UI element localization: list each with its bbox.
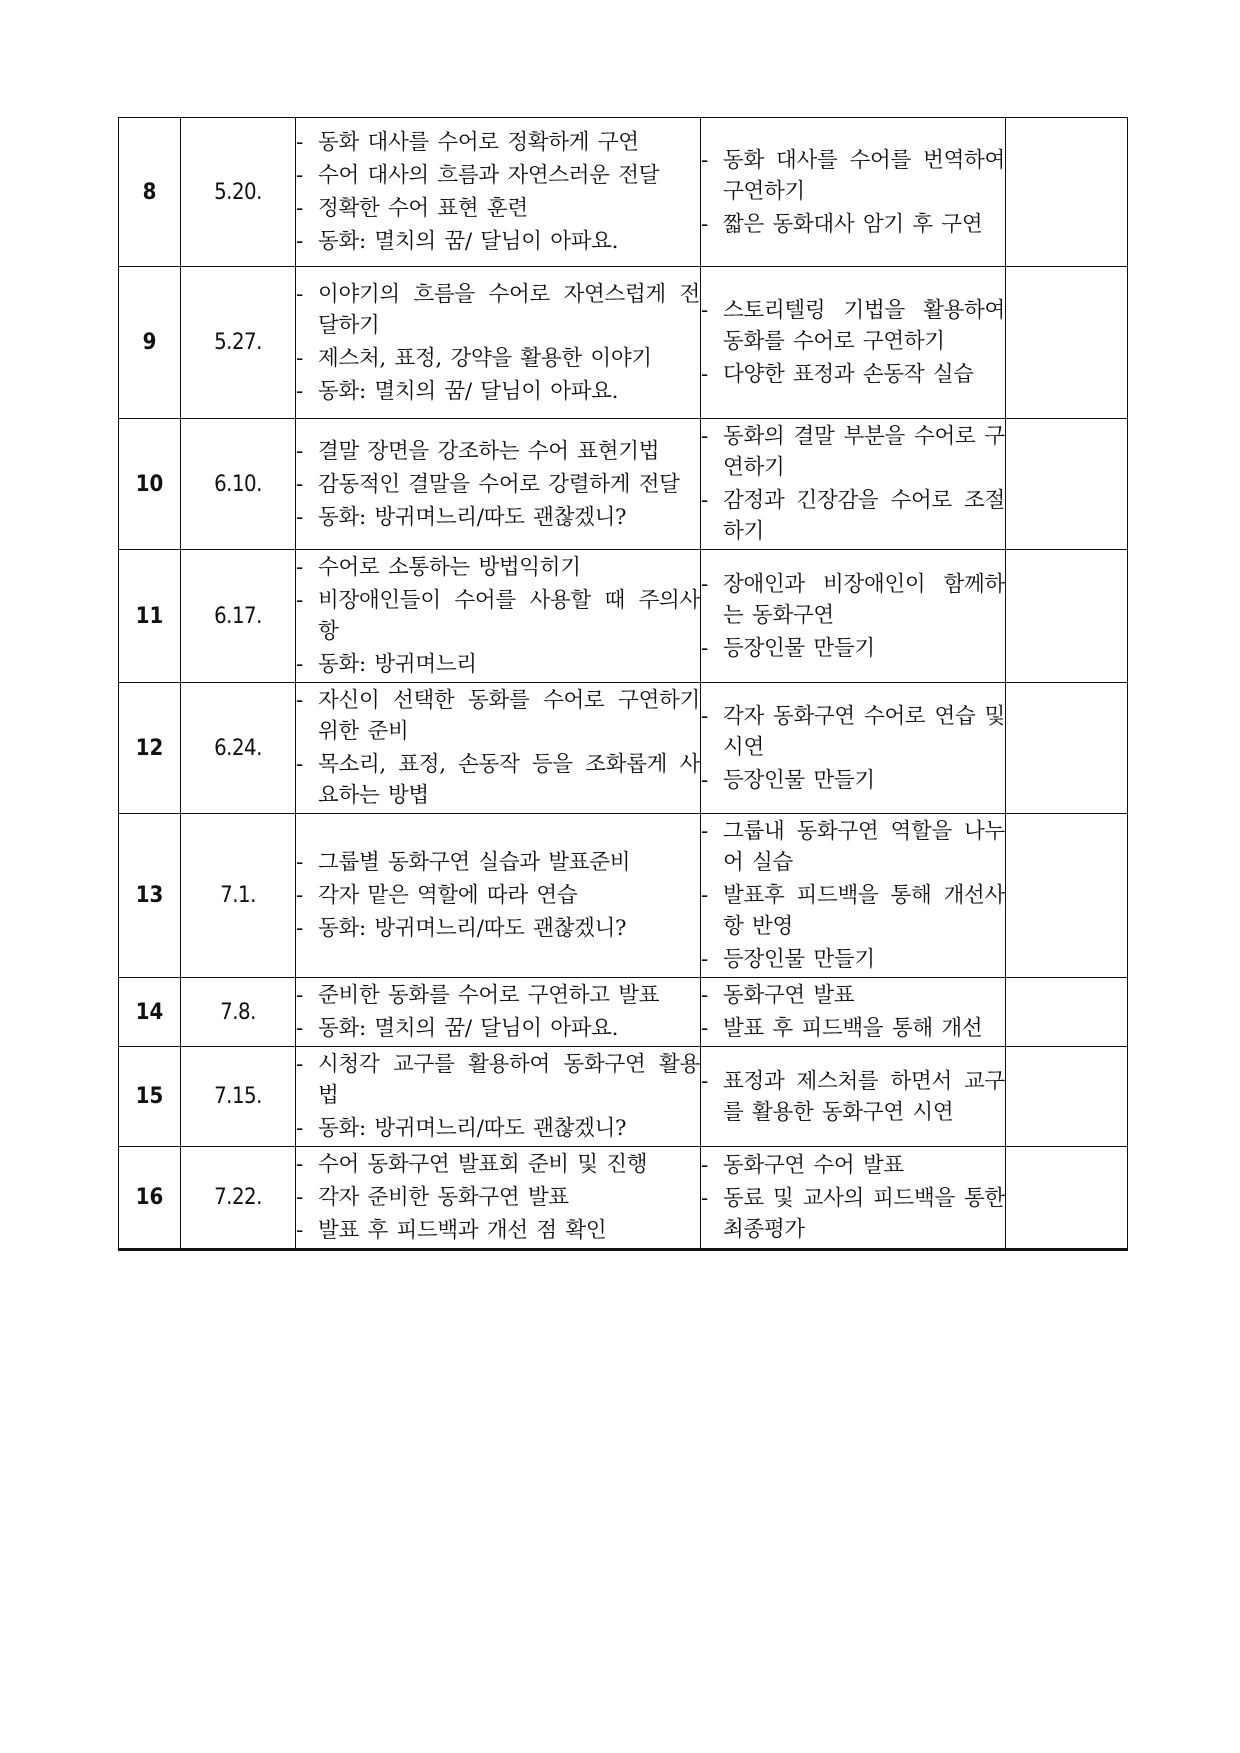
lesson-content	[296, 1047, 701, 1147]
content-item-text: 각자 맡은 역할에 따라 연습	[318, 883, 578, 908]
week-number: 16	[119, 1147, 181, 1250]
activity-item: -스토리텔링 기법을 활용하여 동화를 수어로 구연하기	[701, 298, 1005, 354]
table-row	[119, 978, 1128, 1047]
content-item: -동화: 멸치의 꿈/ 달님이 아파요.	[296, 229, 619, 254]
content-item: -동화: 방귀며느리/따도 괜찮겠니?	[296, 504, 627, 530]
activity	[701, 267, 1006, 419]
table-row	[119, 1147, 1128, 1250]
note-cell	[1006, 267, 1128, 419]
content-item-text: 정확한 수어 표현 훈련	[318, 196, 528, 221]
content-item-text: 그룹별 동화구연 실습과 발표준비	[318, 850, 631, 875]
session-date: 6.24.	[181, 683, 296, 814]
content-item-text: 동화: 방귀며느리	[318, 652, 477, 677]
activity-item-text: 짧은 동화대사 암기 후 구연	[723, 211, 983, 237]
content-item: -각자 맡은 역할에 따라 연습	[296, 883, 578, 908]
activity	[701, 814, 1006, 978]
session-date: 7.1.	[181, 814, 296, 978]
activity-item-text: 동료 및 교사의 피드백을 통한 최종평가	[723, 1186, 1005, 1242]
content-item: -수어 동화구연 발표회 준비 및 진행	[296, 1152, 648, 1177]
content-item: -수어로 소통하는 방법익히기	[296, 555, 581, 580]
content-item: -동화: 방귀며느리/따도 괜찮겠니?	[296, 916, 627, 941]
content-item-text: 감동적인 결말을 수어로 강렬하게 전달	[318, 471, 680, 497]
content-item: -비장애인들이 수어를 사용할 때 주의사항	[296, 588, 700, 644]
content-item-text: 제스처, 표정, 강약을 활용한 이야기	[318, 345, 652, 371]
content-item-text: 수어로 소통하는 방법익히기	[318, 555, 581, 580]
content-item: -자신이 선택한 동화를 수어로 구연하기 위한 준비	[296, 688, 700, 744]
activity-item-text: 각자 동화구연 수어로 연습 및 시연	[723, 703, 1005, 760]
activity-item: -장애인과 비장애인이 함께하는 동화구연	[701, 571, 1005, 628]
lesson-content	[296, 1147, 701, 1250]
content-item: -결말 장면을 강조하는 수어 표현기법	[296, 438, 660, 464]
activity-item-text: 동화구연 발표	[723, 983, 855, 1008]
activity-item-text: 스토리텔링 기법을 활용하여 동화를 수어로 구연하기	[723, 298, 1005, 354]
activity-item: -등장인물 만들기	[701, 947, 875, 972]
week-number: 13	[119, 814, 181, 978]
content-item-text: 동화: 멸치의 꿈/ 달님이 아파요.	[318, 1016, 619, 1041]
content-item-text: 동화: 멸치의 꿈/ 달님이 아파요.	[318, 378, 619, 404]
activity-item: -동화 대사를 수어를 번역하여 구연하기	[701, 147, 1005, 204]
content-item-text: 이야기의 흐름을 수어로 자연스럽게 전달하기	[318, 281, 700, 338]
note-cell	[1006, 419, 1128, 550]
content-item: -정확한 수어 표현 훈련	[296, 196, 528, 221]
note-cell	[1006, 118, 1128, 267]
content-item-text: 동화: 멸치의 꿈/ 달님이 아파요.	[318, 229, 619, 254]
activity-item: -각자 동화구연 수어로 연습 및 시연	[701, 703, 1005, 760]
activity	[701, 1047, 1006, 1147]
activity-item: -등장인물 만들기	[701, 767, 875, 793]
content-item: -수어 대사의 흐름과 자연스러운 전달	[296, 163, 660, 188]
content-item: -각자 준비한 동화구연 발표	[296, 1185, 569, 1210]
content-item: -감동적인 결말을 수어로 강렬하게 전달	[296, 471, 680, 497]
table-row	[119, 118, 1128, 267]
activity-item-text: 등장인물 만들기	[723, 767, 875, 793]
session-date: 6.10.	[181, 419, 296, 550]
content-item: -목소리, 표정, 손동작 등을 조화롭게 사요하는 방볍	[296, 752, 700, 808]
activity	[701, 683, 1006, 814]
activity	[701, 419, 1006, 550]
lesson-content	[296, 267, 701, 419]
schedule-table	[118, 117, 1128, 1251]
content-item: -제스처, 표정, 강약을 활용한 이야기	[296, 345, 652, 371]
schedule-table-body	[119, 118, 1128, 1250]
content-item-text: 동화: 방귀며느리/따도 괜찮겠니?	[318, 916, 627, 941]
activity	[701, 118, 1006, 267]
session-date: 7.8.	[181, 978, 296, 1047]
activity	[701, 978, 1006, 1047]
content-item: -그룹별 동화구연 실습과 발표준비	[296, 850, 631, 875]
note-cell	[1006, 683, 1128, 814]
week-number: 8	[119, 118, 181, 267]
week-number: 14	[119, 978, 181, 1047]
activity-item-text: 그룹내 동화구연 역할을 나누어 실습	[723, 819, 1005, 875]
week-number: 10	[119, 419, 181, 550]
content-item: -이야기의 흐름을 수어로 자연스럽게 전달하기	[296, 281, 700, 338]
activity-item-text: 동화구연 수어 발표	[723, 1153, 904, 1178]
table-row	[119, 267, 1128, 419]
activity-item: -발표후 피드백을 통해 개선사항 반영	[701, 883, 1005, 939]
activity-item-text: 장애인과 비장애인이 함께하는 동화구연	[723, 571, 1005, 628]
activity	[701, 550, 1006, 683]
note-cell	[1006, 1047, 1128, 1147]
content-item: -동화 대사를 수어로 정확하게 구연	[296, 130, 639, 155]
activity-item: -짧은 동화대사 암기 후 구연	[701, 211, 983, 237]
content-item-text: 동화 대사를 수어로 정확하게 구연	[318, 130, 639, 155]
content-item: -발표 후 피드백과 개선 점 확인	[296, 1218, 607, 1243]
table-row	[119, 550, 1128, 683]
activity-item-text: 감정과 긴장감을 수어로 조절하기	[723, 488, 1005, 544]
table-row	[119, 683, 1128, 814]
content-item: -동화: 멸치의 꿈/ 달님이 아파요.	[296, 1016, 619, 1041]
activity-item-text: 동화의 결말 부분을 수어로 구연하기	[723, 424, 1005, 480]
session-date: 7.22.	[181, 1147, 296, 1250]
content-item: -시청각 교구를 활용하여 동화구연 활용법	[296, 1052, 700, 1108]
content-item: -동화: 방귀며느리	[296, 652, 477, 677]
content-item-text: 발표 후 피드백과 개선 점 확인	[318, 1218, 607, 1243]
activity-item-text: 등장인물 만들기	[723, 635, 875, 661]
content-item-text: 동화: 방귀며느리/따도 괜찮겠니?	[318, 1116, 627, 1141]
note-cell	[1006, 814, 1128, 978]
note-cell	[1006, 1147, 1128, 1250]
session-date: 5.27.	[181, 267, 296, 419]
content-item-text: 각자 준비한 동화구연 발표	[318, 1185, 569, 1210]
activity-item-text: 등장인물 만들기	[723, 947, 875, 972]
activity-item: -동화구연 발표	[701, 983, 855, 1008]
activity-item-text: 표정과 제스처를 하면서 교구를 활용한 동화구연 시연	[723, 1068, 1005, 1125]
activity-item: -그룹내 동화구연 역할을 나누어 실습	[701, 819, 1005, 875]
activity-item-text: 동화 대사를 수어를 번역하여 구연하기	[723, 147, 1005, 204]
activity-item: -동화구연 수어 발표	[701, 1153, 904, 1178]
content-item-text: 목소리, 표정, 손동작 등을 조화롭게 사요하는 방볍	[318, 752, 700, 808]
activity-item: -동화의 결말 부분을 수어로 구연하기	[701, 424, 1005, 480]
activity-item: -표정과 제스처를 하면서 교구를 활용한 동화구연 시연	[701, 1068, 1005, 1125]
content-item: -동화: 멸치의 꿈/ 달님이 아파요.	[296, 378, 619, 404]
content-item: -준비한 동화를 수어로 구연하고 발표	[296, 983, 660, 1008]
content-item-text: 수어 동화구연 발표회 준비 및 진행	[318, 1152, 648, 1177]
activity-item-text: 발표후 피드백을 통해 개선사항 반영	[723, 883, 1005, 939]
content-item: -동화: 방귀며느리/따도 괜찮겠니?	[296, 1116, 627, 1141]
note-cell	[1006, 978, 1128, 1047]
lesson-content	[296, 978, 701, 1047]
session-date: 7.15.	[181, 1047, 296, 1147]
content-item-text: 수어 대사의 흐름과 자연스러운 전달	[318, 163, 660, 188]
activity	[701, 1147, 1006, 1250]
session-date: 6.17.	[181, 550, 296, 683]
lesson-content	[296, 419, 701, 550]
schedule-document	[118, 117, 1127, 1251]
session-date: 5.20.	[181, 118, 296, 267]
lesson-content	[296, 118, 701, 267]
content-item-text: 준비한 동화를 수어로 구연하고 발표	[318, 983, 660, 1008]
activity-item: -등장인물 만들기	[701, 635, 875, 661]
content-item-text: 시청각 교구를 활용하여 동화구연 활용법	[318, 1052, 700, 1108]
week-number: 12	[119, 683, 181, 814]
content-item-text: 비장애인들이 수어를 사용할 때 주의사항	[318, 588, 700, 644]
content-item-text: 동화: 방귀며느리/따도 괜찮겠니?	[318, 504, 627, 530]
table-row	[119, 419, 1128, 550]
activity-item: -동료 및 교사의 피드백을 통한 최종평가	[701, 1186, 1005, 1242]
table-row	[119, 1047, 1128, 1147]
content-item-text: 결말 장면을 강조하는 수어 표현기법	[318, 438, 660, 464]
activity-item: -감정과 긴장감을 수어로 조절하기	[701, 488, 1005, 544]
content-item-text: 자신이 선택한 동화를 수어로 구연하기 위한 준비	[318, 688, 700, 744]
activity-item-text: 발표 후 피드백을 통해 개선	[723, 1016, 983, 1041]
lesson-content	[296, 550, 701, 683]
activity-item-text: 다양한 표정과 손동작 실습	[723, 362, 974, 387]
week-number: 11	[119, 550, 181, 683]
activity-item: -발표 후 피드백을 통해 개선	[701, 1016, 983, 1041]
activity-item: -다양한 표정과 손동작 실습	[701, 362, 974, 387]
week-number: 15	[119, 1047, 181, 1147]
lesson-content	[296, 814, 701, 978]
week-number: 9	[119, 267, 181, 419]
note-cell	[1006, 550, 1128, 683]
lesson-content	[296, 683, 701, 814]
table-row	[119, 814, 1128, 978]
